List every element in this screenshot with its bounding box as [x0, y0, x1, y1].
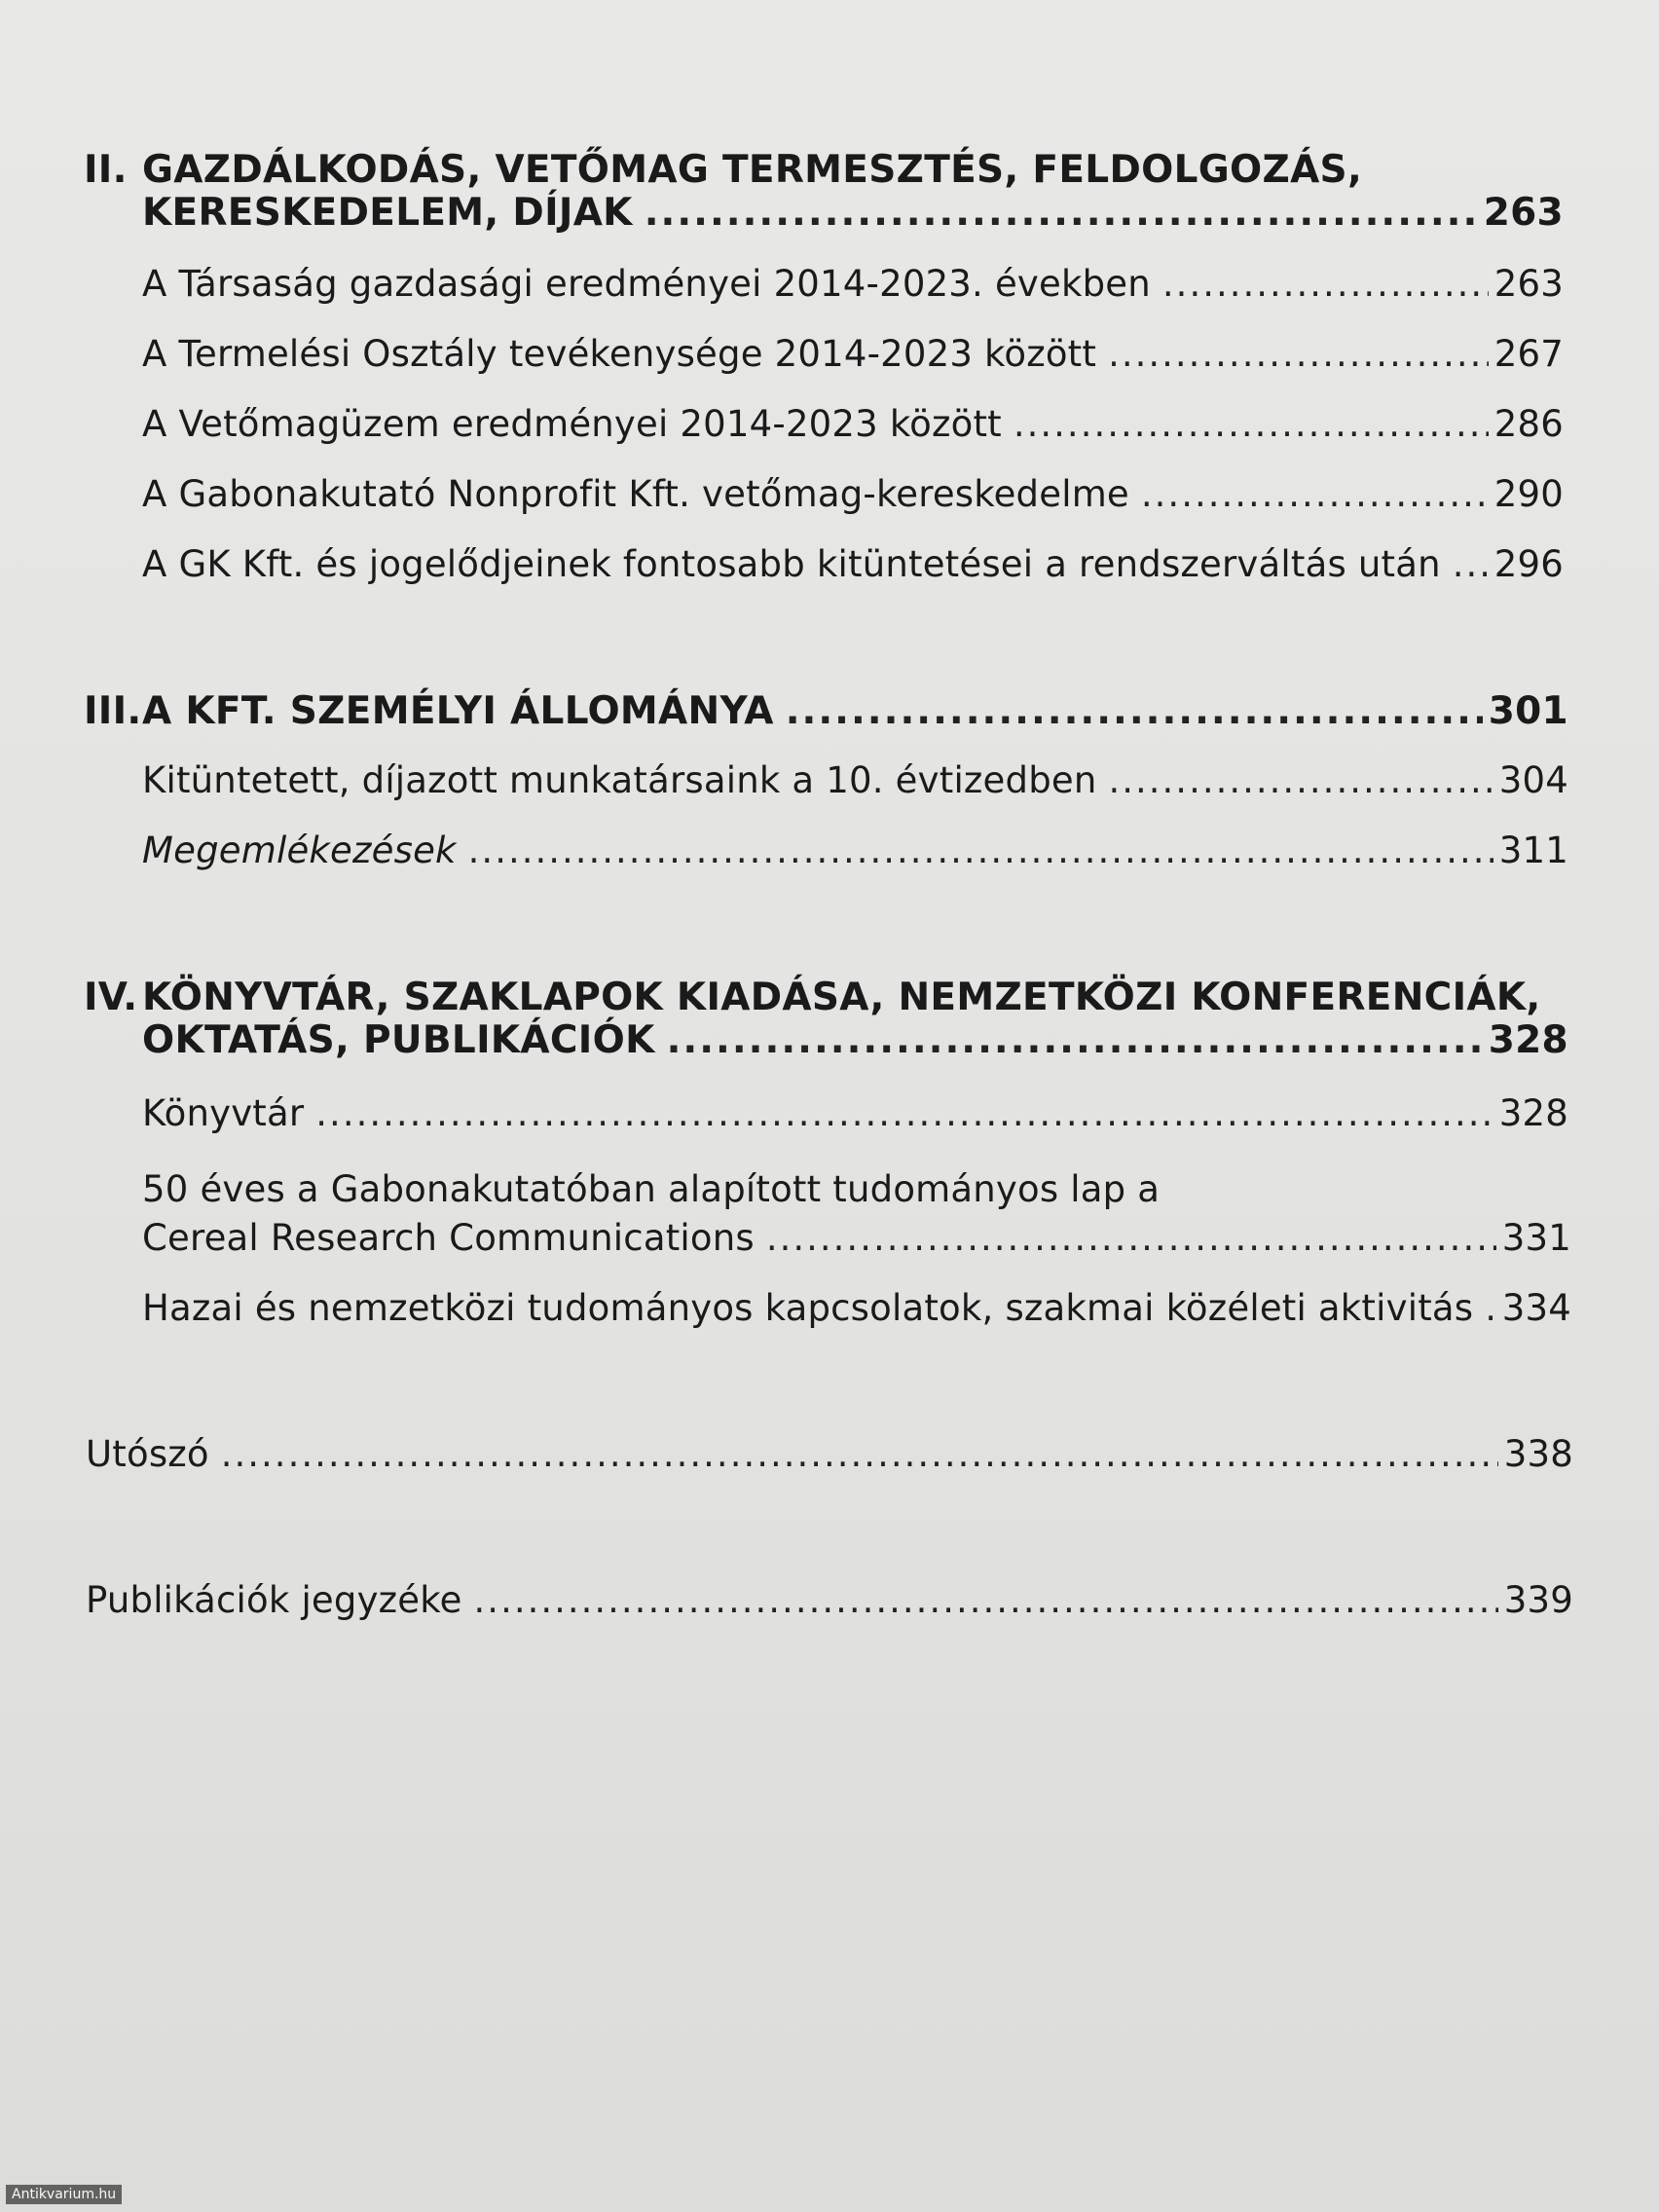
leader-dots: [1109, 759, 1493, 801]
toc-entry[interactable]: [142, 759, 1568, 801]
toc-entry-page: 339: [1503, 1579, 1573, 1621]
toc-entry-label: Megemlékezések: [142, 830, 457, 871]
toc-entry-page: 331: [1501, 1217, 1571, 1259]
toc-entry-label: Kitüntetett, díjazott munkatársaink a 10. évtizedben: [142, 759, 1097, 801]
section-3-title-wrap: [84, 689, 774, 733]
leader-dots: [1108, 333, 1489, 375]
toc-entry-page: 296: [1493, 543, 1564, 585]
toc-entry-publications[interactable]: [86, 1579, 1573, 1621]
toc-entry-page: 263: [1493, 263, 1564, 305]
section-4-page: 328: [1488, 1018, 1568, 1062]
leader-dots: [1014, 403, 1489, 445]
leader-dots: [1453, 543, 1489, 585]
toc-entry-page: 304: [1498, 759, 1568, 801]
section-3-title: A KFT. SZEMÉLYI ÁLLOMÁNYA: [142, 689, 774, 733]
toc-entry[interactable]: [142, 830, 1568, 871]
toc-entry-label: A GK Kft. és jogelődjeinek fontosabb kitüntetései a rendszerváltás után: [142, 543, 1441, 585]
toc-entry-label-line1: 50 éves a Gabonakutatóban alapított tudományos lap a: [142, 1168, 1161, 1210]
section-2-heading-line2: [142, 191, 1564, 235]
toc-entry-page: 267: [1493, 333, 1564, 375]
toc-entry-page: 286: [1493, 403, 1564, 445]
toc-entry[interactable]: [142, 1287, 1571, 1329]
toc-entry-page: 328: [1498, 1092, 1568, 1134]
section-4-number: IV.: [84, 976, 138, 1019]
section-4-title-line2: OKTATÁS, PUBLIKÁCIÓK: [142, 1018, 655, 1062]
watermark: Antikvarium.hu: [6, 2185, 122, 2204]
section-2-title-line1: GAZDÁLKODÁS, VETŐMAG TERMESZTÉS, FELDOLGOZÁS,: [142, 148, 1363, 192]
leader-dots: [786, 689, 1483, 733]
leader-dots: [1162, 263, 1489, 305]
section-2-page: 263: [1483, 191, 1564, 235]
toc-entry[interactable]: [142, 473, 1564, 515]
toc-entry[interactable]: [142, 263, 1564, 305]
leader-dots: [1485, 1287, 1496, 1329]
toc-entry[interactable]: [142, 1092, 1568, 1134]
section-4-title-line1: KÖNYVTÁR, SZAKLAPOK KIADÁSA, NEMZETKÖZI KONFERENCIÁK,: [142, 976, 1541, 1019]
toc-entry-page: 290: [1493, 473, 1564, 515]
leader-dots: [315, 1092, 1493, 1134]
toc-entry[interactable]: [142, 403, 1564, 445]
toc-entry-label: A Gabonakutató Nonprofit Kft. vetőmag-kereskedelme: [142, 473, 1129, 515]
leader-dots: [474, 1579, 1498, 1621]
toc-entry-label-line2: Cereal Research Communications: [142, 1217, 755, 1259]
section-4-heading-line1: [84, 976, 1541, 1019]
section-2-title-line2: KERESKEDELEM, DÍJAK: [142, 191, 633, 235]
toc-entry-label: Hazai és nemzetközi tudományos kapcsolatok, szakmai közéleti aktivitás: [142, 1287, 1474, 1329]
toc-entry-label: A Vetőmagüzem eredményei 2014-2023 között: [142, 403, 1002, 445]
leader-dots: [221, 1433, 1498, 1475]
toc-entry[interactable]: [142, 333, 1564, 375]
section-3-page: 301: [1488, 689, 1568, 733]
toc-entry[interactable]: [142, 543, 1564, 585]
toc-entry-label: Utószó: [86, 1433, 209, 1475]
leader-dots: [766, 1217, 1496, 1259]
section-2-heading-line1: [84, 148, 1362, 192]
section-2-number: II.: [84, 148, 128, 192]
toc-entry-page: 311: [1498, 830, 1568, 871]
toc-entry-afterword[interactable]: [86, 1433, 1573, 1475]
toc-entry-page: 338: [1503, 1433, 1573, 1475]
leader-dots: [468, 830, 1493, 871]
leader-dots: [667, 1018, 1483, 1062]
section-4-heading-line2: [142, 1018, 1568, 1062]
section-3-heading: [84, 689, 1568, 733]
toc-entry-page: 334: [1501, 1287, 1571, 1329]
section-3-number: III.: [84, 689, 142, 733]
leader-dots: [1141, 473, 1489, 515]
toc-entry-label: Publikációk jegyzéke: [86, 1579, 462, 1621]
toc-entry-label: A Társaság gazdasági eredményei 2014-2023. években: [142, 263, 1151, 305]
toc-entry[interactable]: [142, 1217, 1571, 1259]
toc-entry-label: A Termelési Osztály tevékenysége 2014-2023 között: [142, 333, 1097, 375]
leader-dots: [645, 191, 1478, 235]
toc-entry-label: Könyvtár: [142, 1092, 305, 1134]
